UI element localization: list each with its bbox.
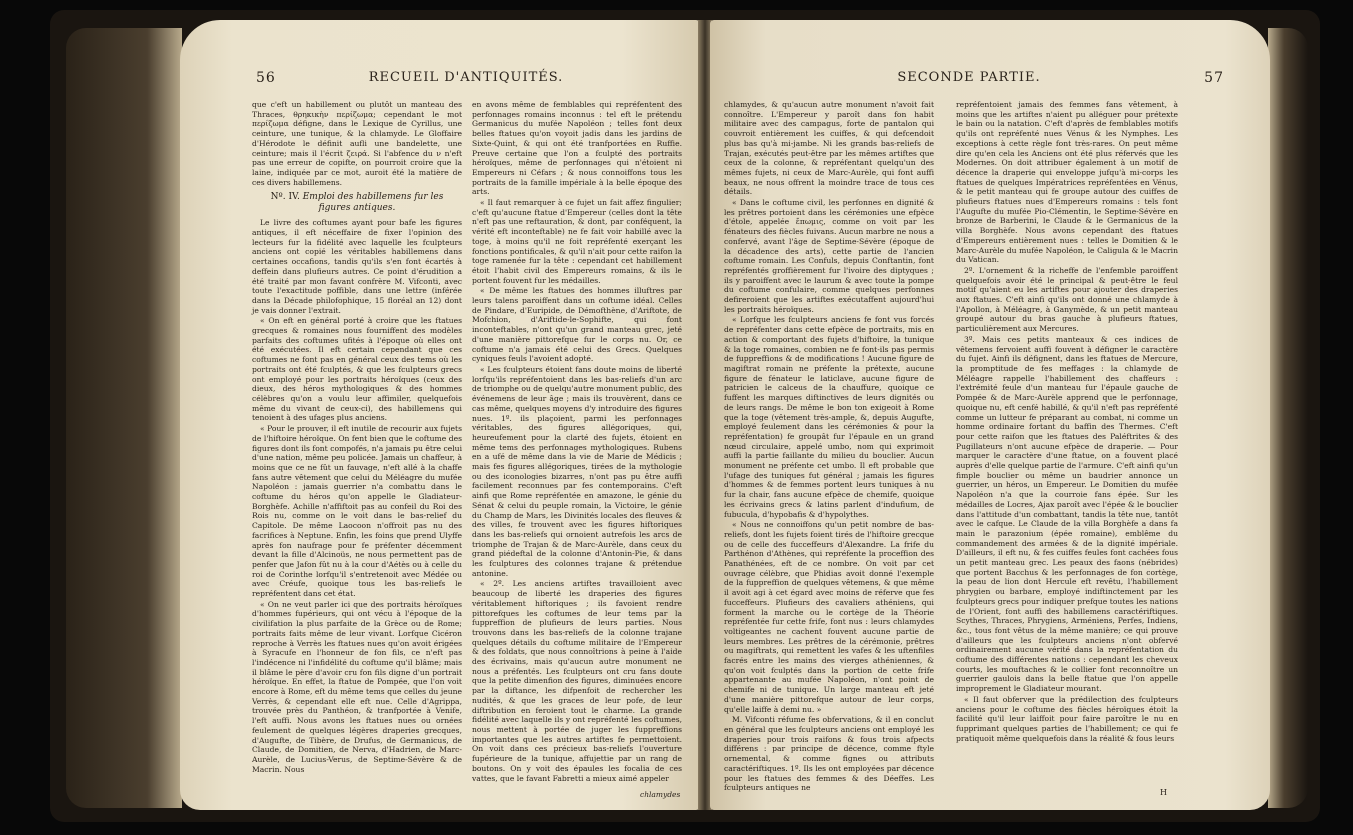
- page-number-right: 57: [1204, 70, 1224, 86]
- section-heading: [256, 192, 458, 214]
- right-column-1: [724, 100, 934, 794]
- running-title-right: SECONDE PARTIE.: [897, 70, 1041, 85]
- paragraph: « Il faut remarquer à ce fujet un fait affez fingulier; c'eft qu'aucune ftatue d'Empereur (celles dont la tête n'eft pas une reftauration, & dont, par conféquent, la vérité eft inconteftable) ne fe fait voir habillé avec la toge, à moins qu'il ne foit repréfenté exerçant les fonctions pontificales, & qu'il n'ait pour cette raifon la toge ramenée fur la tête : cependant cet habillement étoit l'habit civil des Empereurs romains, & ils le portent fouvent fur les médailles.: [472, 198, 682, 285]
- running-title-left: RECUEIL D'ANTIQUITÉS.: [368, 70, 564, 85]
- paragraph: 3º. Mais ces petits manteaux & ces indices de vêtemens fervoient auffi fouvent à défigner le caractère du fujet. Ainfi ils défignent, dans les ftatues de Mercure, la promptitude de fes meffages : la chlamyde de Méléagre rappelle l'habillement des chaffeurs : l'extrémité feule d'un manteau fur l'épaule gauche de Pompée & de Marc-Aurèle apprend que le perfonnage, quoique nu, eft cenfé habillé, & qu'il n'eft pas repréfenté comme un lutteur fe préparant au combat, ni comme un homme ordinaire fortant du baffin des Thermes. C'eft pour cette raifon que les ftatues des Paléftrites & des Pugillateurs n'ont aucune efpèce de draperie. — Pour marquer le caractère d'une ftatue, on a fouvent placé auprès d'elle quelque partie de l'armure. C'eft ainfi qu'un fimple bouclier ou même un baudrier annonce un guerrier, un héros, un Empereur. Le Domitien du mufée Napoléon n'a que la courroie fans épée. Sur les médailles de Locres, Ajax paroît avec l'épée & le bouclier dans l'attitude d'un combattant, tandis la tête nue, tantôt avec le cafque. Le Claude de la villa Borghèfe a dans fa main le parazonium (épée romaine), emblême du commandement des armées & de la dignité impériale. D'ailleurs, il eft nu, & fes cuiffes feules font cachées fous un petit manteau grec. Les peaux des faons (nébrides) que portent Bacchus & les perfonnages de fon cortège, la peau de lion dont Hercule eft revêtu, l'habillement phrygien ou barbare, employé indiftinctement par les fculpteurs grecs pour indiquer prefque toutes les nations de l'Orient, font auffi des habillemens caractériftiques. Scythes, Thraces, Phrygiens, Arméniens, Perfes, Indiens, &c., tous font vêtus de la même manière; ce qui prouve d'ailleurs que les fculpteurs anciens n'ont obfervé ordinairement aucune vérité dans la repréfentation du coftume des différentes nations : cependant les cheveux courts, les mouftaches & le collier font reconnoître un guerrier gaulois dans la belle ftatue que l'on appelle improprement le Gladiateur mourant.: [956, 334, 1178, 694]
- left-column-2: [472, 100, 682, 784]
- section-title: Emploi des habillemens fur les figures antiques.: [302, 192, 444, 214]
- left-column-1: [252, 100, 462, 775]
- paragraph: « Lorfque les fculpteurs anciens fe font vus forcés de repréfenter dans cette efpèce de portraits, mis en action & comportant des fujets d'hiftoire, la tunique & la toge romaines, combien ne fe font-ils pas permis de fuppreffions & de modifications ! Aucune figure de magiftrat romain ne préfente la prétexte, aucune figure de fénateur le laticlave, aucune figure de patricien le calceus de la chauffure, quoique ce fuffent les marques diftinctives de leurs dignités ou de leurs rangs. De même le bon ton exigeoit à Rome que la toge (vêtement très-ample, &, depuis Augufte, employé feulement dans les cérémonies & pour la repréfentation) fe groupât fur l'épaule en un grand nœud circulaire, appelé umbo, nom qui exprimoit auffi la partie faillante du milieu du bouclier. Aucun monument ne préfente cet umbo. Il eft probable que l'ufage des tuniques fut général ; jamais les figures d'hommes & de femmes portent leurs tuniques à nu fur la chair, fans aucune efpèce de chemife, quoique les écrivains grecs & latins parlent d'indufium, de fubucula, d'hypobafis & d'hypolythes.: [724, 315, 934, 519]
- paragraph: « Les fculpteurs étoient fans doute moins de liberté lorfqu'ils repréfentoient dans les bas-reliefs d'un arc de triomphe ou de quelqu'autre monument public, des événemens de leur âge ; mais ils trouvèrent, dans ce cas même, quelques moyens d'y introduire des figures nues. 1º. ils plaçoient, parmi les perfonnages véritables, des figures allégoriques, qui, heureufement pour la clarté des fujets, étoient en même tems des perfonnages mythologiques. Rubens en a ufé de même dans la vie de Marie de Médicis ; mais fes figures allégoriques, tirées de la mythologie ou des iconologies bizarres, n'ont pas pu être auffi facilement reconnues par fes contemporains. C'eft ainfi que Rome repréfentée en amazone, le génie du Sénat & celui du peuple romain, la Victoire, le génie du Champ de Mars, les Divinités locales des fleuves & des villes, fe trouvent avec les figures hiftoriques dans les bas-reliefs qui ornoient autrefois les arcs de triomphe de Trajan & de Marc-Aurèle, dans ceux du grand piédeftal de la colonne d'Antonin-Pie, & dans les fculptures des colonnes trajane & prétendue antonine.: [472, 364, 682, 578]
- paragraph: Le livre des coftumes ayant pour bafe les figures antiques, il eft néceffaire de fixer l'opinion des lecteurs fur la fidélité avec laquelle les fculpteurs anciens ont copié les véritables habillemens dans certaines occafions, tandis qu'ils s'en font écartés à deffein dans plufieurs autres. Ce point d'érudition a été traité par mon favant confrère M. Vifconti, avec toute l'exactitude poffible, dans une lettre (inférée dans la Décade philofophique, 15 floréal an 12) dont je vais donner l'extrait.: [252, 218, 462, 315]
- paragraph: « Pour le prouver, il eft inutile de recourir aux fujets de l'hiftoire héroïque. On fent bien que le coftume des figures dont ils font compofés, n'a jamais pu être celui d'une nation, même peu policée. Jamais un chaffeur, à moins que ce ne fût un fauvage, n'eft allé à la chaffe fans autre vêtement que celui du Méléagre du mufée Napoléon : jamais guerrier n'a combattu dans le coftume du héros qu'on appelle le Gladiateur-Borghèfe. Achille n'affiftoit pas au confeil du Roi des Rois nu, comme on le voit dans le bas-relief du Capitole. De même Laocoon n'offroit pas nu des facrifices à Neptune. Enfin, les foins que prend Ulyffe après fon naufrage pour fe préfenter décemment devant la fille d'Alcinoüs, ne nous permettent pas de penfer que Jafon fût nu à la cour d'Aétès ou à celle du roi de Corinthe lorfqu'il s'entretenoit avec Médée ou avec Créufe, quoique tous les bas-reliefs le repréfentent dans cet état.: [252, 424, 462, 599]
- paragraph: « On eft en général porté à croire que les ftatues grecques & romaines nous fourniffent des modèles parfaits des coftumes ufités à l'époque où elles ont été exécutées. Il eft certain cependant que ces coftumes ne font pas en général ceux des tems où les portraits ont été fculptés, & que les fculpteurs grecs ont employé pour les portraits héroïques (ceux des dieux, des héros mythologiques & des hommes célèbres qu'on a voulu leur affimiler, quelquefois même du vivant de ceux-ci), des habillemens qui tenoient à des ufages plus anciens.: [252, 316, 462, 423]
- right-column-2: [956, 100, 1178, 744]
- paragraph: « De même les ftatues des hommes illuftres par leurs talens paroiffent dans un coftume idéal. Celles de Pindare, d'Euripide, de Démofthène, d'Ariftote, de Mofchion, d'Ariftide-le-Sophifte, qui font inconteftables, n'ont qu'un grand manteau grec, jeté d'une manière pittorefque fur le corps nu. Or, ce coftume n'a jamais été celui des Grecs. Quelques cyniques feuls l'avoient adopté.: [472, 286, 682, 364]
- paragraph: 2º. L'ornement & la richeffe de l'enfemble paroiffent quelquefois avoir été le principal & peut-être le feul motif qu'aient eu les artiftes pour ajouter des draperies aux ftatues. C'eft ainfi qu'ils ont donné une chlamyde à l'Apollon, à Méléagre, à Ganymède, & un petit manteau groupé autour du bras gauche à plufieurs ftatues, particulièrement aux Mercures.: [956, 265, 1178, 334]
- right-page-edges: [1268, 28, 1308, 808]
- paragraph: « On ne veut parler ici que des portraits héroïques d'hommes fupérieurs, qui ont vécu à l'époque de la civilifation la plus parfaite de la Grèce ou de Rome; portraits faits même de leur vivant. Lorfque Cicéron reproche à Verrès les ftatues nues qu'on avoit érigées à Syracufe en l'honneur de fon fils, ce n'eft pas l'indécence ni l'infidélité du coftume qu'il blâme; mais il blâme le père d'avoir cru fon fils digne d'un portrait héroïque. En effet, la ftatue de Pompée, que l'on voit encore à Rome, eft du même tems que celles du jeune Verrès, & cependant elle eft nue. Celle d'Agrippa, trouvée près du Panthéon, & tranfportée à Venife, l'eft auffi. Nous avons les ftatues nues ou ornées feulement de quelques légères draperies grecques, d'Augufte, de Tibère, de Drufus, de Germanicus, de Claude, de Domitien, de Nerva, d'Hadrien, de Marc-Aurèle, de Lucius-Verus, de Septime-Sévère & de Macrin. Nous: [252, 599, 462, 774]
- left-page: [180, 20, 700, 810]
- paragraph: repréfentoient jamais des femmes fans vêtement, à moins que les artiftes n'aient pu alléguer pour prétexte le bain ou la natation. C'eft d'après de femblables motifs qu'ils ont repréfenté nues Vénus & les Nymphes. Les exceptions à cette règle font très-rares. On peut même dire qu'en cela les Anciens ont été plus réfervés que les Modernes. On doit attribuer également à un motif de décence la draperie qui enveloppe jufqu'à mi-corps les ftatues de quelques Impératrices repréfentées en Vénus, & le petit manteau qui fe groupe autour des cuiffes de plufieurs ftatues nues d'Empereurs romains : tels font l'Augufte du mufée Pio-Clémentin, le Septime-Sévère en bronze de Barberini, le Claude & le Germanicus de la villa Borghèfe. Nous avons cependant des ftatues d'Empereurs entièrement nues : telles le Domitien & le Marc-Aurèle du mufée Napoléon, le Caligula & le Macrin du Vatican.: [956, 100, 1178, 265]
- paragraph: M. Vifconti réfume fes obfervations, & il en conclut en général que les fculpteurs anciens ont employé les draperies pour trois raifons & fous trois afpects différens : par principe de décence, comme ftyle ornemental, & comme fignes ou attributs caractériftiques. 1º. Ils les ont employées par décence pour les ftatues des femmes & des Déeffes. Les fculpteurs antiques ne: [724, 715, 934, 793]
- paragraph: que c'eft un habillement ou plutôt un manteau des Thraces, θρηκικὴν περίζωμα; cependant le mot περίζωμα défigne, dans le Lexique de Cyrillus, une ceinture, une tunique, & la chlamyde. Le Gloffaire d'Hérodote le définit aufli une bandelette, une ceinture; mais il l'écrit ζειρά. Si l'abfence du ν n'eft pas une erreur de copifte, on pourroit croire que la laine, indiquée par ce mot, auroit été la matière de ces divers habillemens.: [252, 100, 462, 187]
- left-page-edges: [66, 28, 182, 808]
- paragraph: « 2º. Les anciens artiftes travailloient avec beaucoup de liberté les draperies des figures véritablement hiftoriques ; ils favoient rendre pittorefques les coftumes de leur tems par la fuppreffion de plufieurs de leurs parties. Nous trouvons dans les bas-reliefs de la colonne trajane quelques détails du coftume militaire de l'Empereur & des foldats, que nous connoîtrions à peine à l'aide des écrivains, mais qu'aucun autre monument ne nous a préfentés. Les fculpteurs ont cru fans doute que la petite dimenfion des figures, diminuées encore par la diftance, les difpenfoit de rechercher les nudités, & que les graces de leur pofe, de leur diftribution en feroient tout le charme. La grande fidélité avec laquelle ils y ont repréfenté les coftumes, nous mettent à portée de juger les fuppreffions importantes que les autres artiftes fe permettoient. On voit dans ces précieux bas-reliefs l'ouverture fupérieure de la tunique, affujettie par un rang de boutons. On y voit des épaules les focalia de ces vattes, que le favant Fabretti a mieux aimé appeler: [472, 579, 682, 783]
- paragraph: chlamydes, & qu'aucun autre monument n'avoit fait connoître. L'Empereur y paroît dans fon habit militaire avec des campagus, forte de pantalon qui couvroit entièrement les cuiffes, & qui defcendoit plus bas qu'à mi-jambe. Ni les grands bas-reliefs de Trajan, exécutés peut-être par les mêmes artiftes que ceux de la colonne, & repréfentant quelqu'un des mêmes fujets, ni ceux de Marc-Aurèle, qui font auffi beaux, ne nous offrent la moindre trace de tous ces détails.: [724, 100, 934, 197]
- signature-mark: H: [1160, 788, 1167, 797]
- paragraph: « Il faut obferver que la prédilection des fculpteurs anciens pour le coftume des fiècles héroïques étoit la facilité qu'il leur laiffoit pour faire paroître le nu en fupprimant quelques parties de l'habillement; ce qui fe pratiquoit même quelquefois dans la réalité & fous leurs: [956, 694, 1178, 743]
- paragraph: en avons même de femblables qui repréfentent des perfonnages romains inconnus : tel eft le prétendu Germanicus du mufée Napoléon ; telles font deux belles ftatues qu'on voyoit jadis dans les jardins de Sixte-Quint, & qui ont été tranfportées en Ruffie. Preuve certaine que l'on a fculpté des portraits héroïques, même de perfonnages qui n'étoient ni Empereurs ni Céfars ; & nous connoiffons tous les portraits de la famille impériale à la belle époque des arts.: [472, 100, 682, 197]
- catchword: chlamydes: [640, 790, 681, 799]
- section-number: Nº. IV.: [270, 192, 300, 203]
- page-number-left: 56: [256, 70, 276, 86]
- paragraph: « Nous ne connoiffons qu'un petit nombre de bas-reliefs, dont les fujets foient tirés de l'hiftoire grecque ou de celle des fucceffeurs d'Alexandre. La frife du Parthénon d'Athènes, qui repréfente la proceffion des Panathénées, eft de ce nombre. On voit par cet ouvrage célèbre, que Phidias avoit donné l'exemple de la fuppreffion de quelques vêtemens, & que même il avoit agi à cet égard avec moins de réferve que fes fucceffeurs. Plufieurs des cavaliers athéniens, qui forment la marche ou le cortège de la Théorie repréfentée fur cette frife, font nus : leurs chlamydes voltigeantes ne cachent fouvent aucune partie de leurs membres. Les prêtres de la cérémonie, prêtres ou magiftrats, qui remettent les vafes & les uftenfiles facrés entre les mains des vierges athéniennes, & qu'on voit fculptés dans la portion de cette frife appartenante au mufée Napoléon, n'ont point de chemife ni de tunique. Un large manteau eft jeté d'une manière pittorefque autour de leur corps, qu'elle laiffe à demi nu. »: [724, 520, 934, 714]
- paragraph: « Dans le coftume civil, les perfonnes en dignité & les prêtres portoient dans les cérémonies une efpèce d'étole, appelée ἔπωμις, comme on voit par les fénateurs des fiècles fuivans. Aucun marbre ne nous a confervé, avant l'âge de Septime-Sévère (époque de la décadence des arts), cette partie de l'ancien coftume romain. Les Confuls, depuis Conftantin, font repréfentés groffièrement fur l'ivoire des diptyques ; ils y paroiffent avec le laurum & avec toute la pompe du coftume confulaire, comme quelques perfonnes defireroient que les artiftes exécutaffent aujourd'hui les portraits héroïques.: [724, 198, 934, 314]
- right-page: [710, 20, 1270, 810]
